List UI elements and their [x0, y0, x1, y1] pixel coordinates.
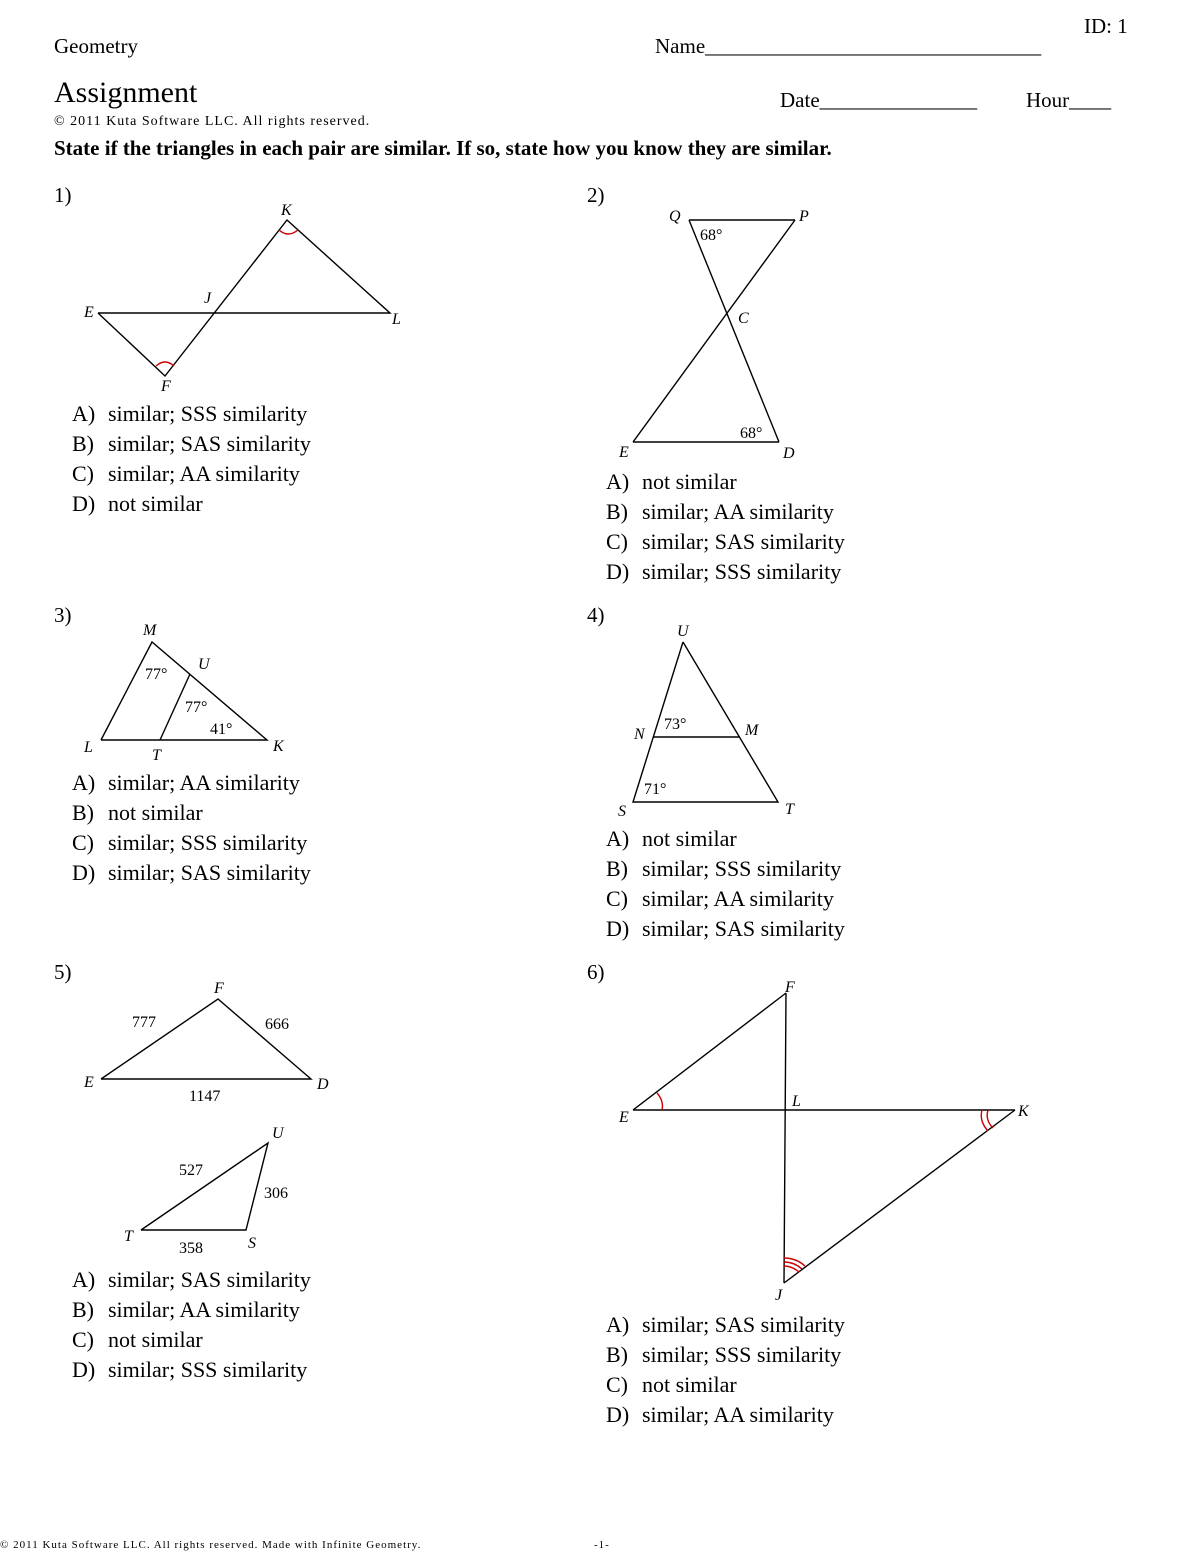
choice-letter: D) [606, 1402, 630, 1427]
side-length-label: 666 [265, 1016, 289, 1033]
vertex-label: N [634, 726, 645, 743]
question-number: 2) [587, 183, 605, 207]
vertex-label: F [214, 980, 224, 997]
choice-text: similar; AA similarity [108, 770, 300, 795]
vertex-label: J [775, 1287, 783, 1304]
hour-field[interactable]: Hour____ [1026, 88, 1112, 112]
page-title: Assignment [54, 76, 198, 109]
vertex-label: E [84, 1074, 94, 1091]
choice-text: similar; SAS similarity [642, 529, 845, 554]
choice-text: similar; AA similarity [108, 461, 300, 486]
vertex-label: J [204, 290, 212, 307]
vertex-label: L [392, 311, 401, 328]
question-number: 1) [54, 183, 72, 207]
choice-letter: A) [606, 1312, 630, 1337]
page-number: -1- [594, 1539, 610, 1551]
vertex-label: U [677, 623, 689, 640]
vertex-label: T [785, 801, 794, 818]
choice-letter: C) [606, 1372, 628, 1397]
vertex-label: P [799, 208, 809, 225]
vertex-label: E [619, 1109, 629, 1126]
choice-letter: D) [606, 559, 630, 584]
vertex-label: T [124, 1228, 133, 1245]
choice-text: similar; AA similarity [642, 499, 834, 524]
question-number: 4) [587, 603, 605, 627]
vertex-label: S [618, 803, 626, 820]
choice-letter: A) [606, 826, 630, 851]
angle-label: 77° [145, 666, 168, 683]
choice-text: not similar [108, 491, 203, 516]
choice-letter: B) [72, 1297, 94, 1322]
vertex-label: K [281, 202, 292, 219]
choice-text: similar; SAS similarity [642, 916, 845, 941]
vertex-label: M [143, 622, 157, 639]
vertex-label: C [738, 310, 749, 327]
course-name: Geometry [54, 34, 138, 58]
choice-letter: D) [72, 491, 96, 516]
choice-letter: D) [72, 1357, 96, 1382]
choice-letter: B) [606, 499, 628, 524]
choice-letter: C) [72, 1327, 94, 1352]
choice-letter: C) [72, 461, 94, 486]
choice-text: similar; SSS similarity [642, 1342, 842, 1367]
choice-text: similar; SAS similarity [108, 860, 311, 885]
choice-text: similar; SAS similarity [642, 1312, 845, 1337]
angle-label: 41° [210, 721, 233, 738]
vertex-label: F [161, 378, 171, 395]
vertex-label: U [198, 656, 210, 673]
angle-label: 73° [664, 716, 687, 733]
angle-label: 68° [700, 227, 723, 244]
side-length-label: 306 [264, 1185, 288, 1202]
choice-letter: D) [72, 860, 96, 885]
side-length-label: 1147 [189, 1088, 221, 1105]
choice-text: not similar [642, 469, 737, 494]
choice-text: not similar [108, 800, 203, 825]
instructions: State if the triangles in each pair are similar. If so, state how you know they are similar. [54, 136, 832, 160]
vertex-label: E [619, 444, 629, 461]
figure-q3 [101, 642, 267, 740]
choice-letter: B) [72, 431, 94, 456]
choice-letter: C) [72, 830, 94, 855]
choice-letter: C) [606, 529, 628, 554]
choice-letter: A) [606, 469, 630, 494]
worksheet-id: ID: 1 [1084, 14, 1128, 38]
figure-q1 [98, 220, 390, 376]
footer-copyright: © 2011 Kuta Software LLC. All rights reserved. Made with Infinite Geometry. [0, 1539, 422, 1551]
figure-q6 [633, 993, 1015, 1283]
figure-q2 [633, 220, 795, 442]
copyright-notice: © 2011 Kuta Software LLC. All rights reserved. [54, 114, 371, 129]
choice-letter: A) [72, 1267, 96, 1292]
choice-letter: B) [606, 1342, 628, 1367]
choice-letter: B) [72, 800, 94, 825]
choice-text: similar; SSS similarity [642, 856, 842, 881]
question-number: 6) [587, 960, 605, 984]
choice-text: similar; SSS similarity [642, 559, 842, 584]
vertex-label: T [152, 747, 161, 764]
choice-text: similar; AA similarity [108, 1297, 300, 1322]
angle-label: 71° [644, 781, 667, 798]
angle-label: 68° [740, 425, 763, 442]
question-number: 3) [54, 603, 72, 627]
choice-text: similar; AA similarity [642, 886, 834, 911]
side-length-label: 527 [179, 1162, 203, 1179]
vertex-label: K [1018, 1103, 1029, 1120]
vertex-label: F [785, 979, 795, 996]
angle-label: 77° [185, 699, 208, 716]
vertex-label: M [745, 722, 759, 739]
choice-text: similar; AA similarity [642, 1402, 834, 1427]
name-field[interactable]: Name________________________________ [655, 34, 1042, 58]
vertex-label: K [273, 738, 284, 755]
choice-text: similar; SAS similarity [108, 1267, 311, 1292]
choice-text: similar; SSS similarity [108, 1357, 308, 1382]
vertex-label: D [317, 1076, 329, 1093]
choice-text: not similar [642, 826, 737, 851]
vertex-label: E [84, 304, 94, 321]
vertex-label: Q [669, 208, 681, 225]
choice-letter: A) [72, 770, 96, 795]
choice-letter: B) [606, 856, 628, 881]
side-length-label: 777 [132, 1014, 156, 1031]
choice-text: similar; SAS similarity [108, 431, 311, 456]
vertex-label: D [783, 445, 795, 462]
date-field[interactable]: Date_______________ [780, 88, 978, 112]
choice-letter: A) [72, 401, 96, 426]
vertex-label: L [792, 1093, 801, 1110]
side-length-label: 358 [179, 1240, 203, 1257]
choice-text: not similar [642, 1372, 737, 1397]
choice-text: not similar [108, 1327, 203, 1352]
vertex-label: L [84, 739, 93, 756]
choice-text: similar; SSS similarity [108, 401, 308, 426]
vertex-label: S [248, 1235, 256, 1252]
choice-letter: D) [606, 916, 630, 941]
choice-text: similar; SSS similarity [108, 830, 308, 855]
question-number: 5) [54, 960, 72, 984]
choice-letter: C) [606, 886, 628, 911]
vertex-label: U [272, 1125, 284, 1142]
